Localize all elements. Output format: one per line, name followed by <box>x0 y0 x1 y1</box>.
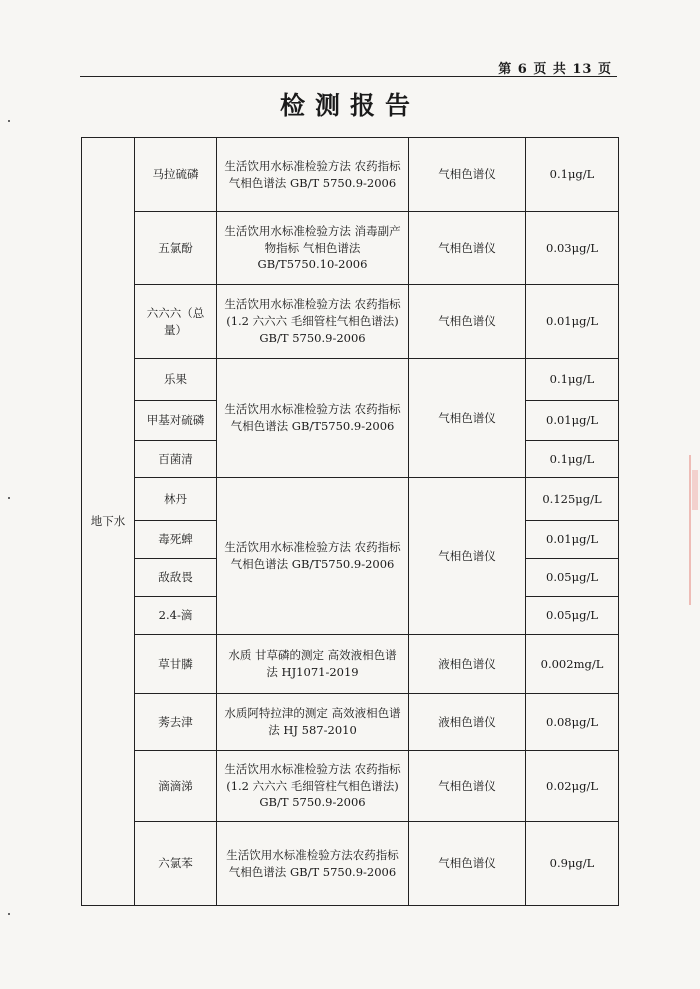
limit-cell: 0.01μg/L <box>526 401 619 441</box>
header-rule <box>80 76 617 77</box>
limit-cell: 0.01μg/L <box>526 521 619 559</box>
test-method-table <box>81 137 619 906</box>
instrument-cell: 气相色谱仪 <box>409 285 526 359</box>
limit-cell: 0.03μg/L <box>526 212 619 285</box>
table-row <box>82 359 619 401</box>
category-cell: 地下水 <box>82 138 135 906</box>
limit-cell: 0.01μg/L <box>526 285 619 359</box>
limit-cell: 0.08μg/L <box>526 694 619 751</box>
instrument-cell: 气相色谱仪 <box>409 751 526 822</box>
item-cell: 五氯酚 <box>135 212 217 285</box>
limit-cell: 0.1μg/L <box>526 359 619 401</box>
table-row <box>82 138 619 212</box>
instrument-cell: 气相色谱仪 <box>409 212 526 285</box>
method-cell: 生活饮用水标准检验方法农药指标 气相色谱法 GB/T 5750.9-2006 <box>217 822 409 906</box>
instrument-cell: 液相色谱仪 <box>409 694 526 751</box>
page-title: 检测报告 <box>279 91 420 120</box>
method-cell: 生活饮用水标准检验方法 农药指标 气相色谱法 GB/T5750.9-2006 <box>217 478 409 635</box>
item-cell: 莠去津 <box>135 694 217 751</box>
limit-cell: 0.05μg/L <box>526 559 619 597</box>
table-row <box>82 751 619 822</box>
item-cell: 甲基对硫磷 <box>135 401 217 441</box>
table-row <box>82 822 619 906</box>
item-cell: 草甘膦 <box>135 635 217 694</box>
seal-stamp-mark <box>692 470 698 510</box>
margin-mark <box>8 913 10 915</box>
method-cell: 水质阿特拉津的测定 高效液相色谱法 HJ 587-2010 <box>217 694 409 751</box>
method-cell: 生活饮用水标准检验方法 农药指标(1.2 六六六 毛细管柱气相色谱法) GB/T 5750.9-2006 <box>217 285 409 359</box>
margin-mark <box>8 497 10 499</box>
method-cell: 水质 甘草磷的测定 高效液相色谱法 HJ1071-2019 <box>217 635 409 694</box>
instrument-cell: 气相色谱仪 <box>409 359 526 478</box>
method-cell: 生活饮用水标准检验方法 农药指标气相色谱法 GB/T 5750.9-2006 <box>217 138 409 212</box>
item-cell: 百菌清 <box>135 441 217 478</box>
item-cell: 敌敌畏 <box>135 559 217 597</box>
table-row <box>82 478 619 521</box>
table-row <box>82 635 619 694</box>
item-cell: 毒死蜱 <box>135 521 217 559</box>
item-cell: 马拉硫磷 <box>135 138 217 212</box>
table-row <box>82 285 619 359</box>
limit-cell: 0.1μg/L <box>526 138 619 212</box>
page-number: 第 6 页 共 13 页 <box>498 62 612 77</box>
limit-cell: 0.05μg/L <box>526 597 619 635</box>
table-row <box>82 694 619 751</box>
method-cell: 生活饮用水标准检验方法 农药指标(1.2 六六六 毛细管柱气相色谱法) GB/T 5750.9-2006 <box>217 751 409 822</box>
instrument-cell: 液相色谱仪 <box>409 635 526 694</box>
limit-cell: 0.02μg/L <box>526 751 619 822</box>
limit-cell: 0.9μg/L <box>526 822 619 906</box>
item-cell: 滴滴涕 <box>135 751 217 822</box>
limit-cell: 0.125μg/L <box>526 478 619 521</box>
table-row <box>82 212 619 285</box>
instrument-cell: 气相色谱仪 <box>409 822 526 906</box>
instrument-cell: 气相色谱仪 <box>409 478 526 635</box>
item-cell: 乐果 <box>135 359 217 401</box>
instrument-cell: 气相色谱仪 <box>409 138 526 212</box>
method-cell: 生活饮用水标准检验方法 农药指标 气相色谱法 GB/T5750.9-2006 <box>217 359 409 478</box>
item-cell: 六六六（总量） <box>135 285 217 359</box>
item-cell: 林丹 <box>135 478 217 521</box>
item-cell: 2.4-滴 <box>135 597 217 635</box>
method-cell: 生活饮用水标准检验方法 消毒副产物指标 气相色谱法 GB/T5750.10-2006 <box>217 212 409 285</box>
limit-cell: 0.1μg/L <box>526 441 619 478</box>
limit-cell: 0.002mg/L <box>526 635 619 694</box>
item-cell: 六氯苯 <box>135 822 217 906</box>
